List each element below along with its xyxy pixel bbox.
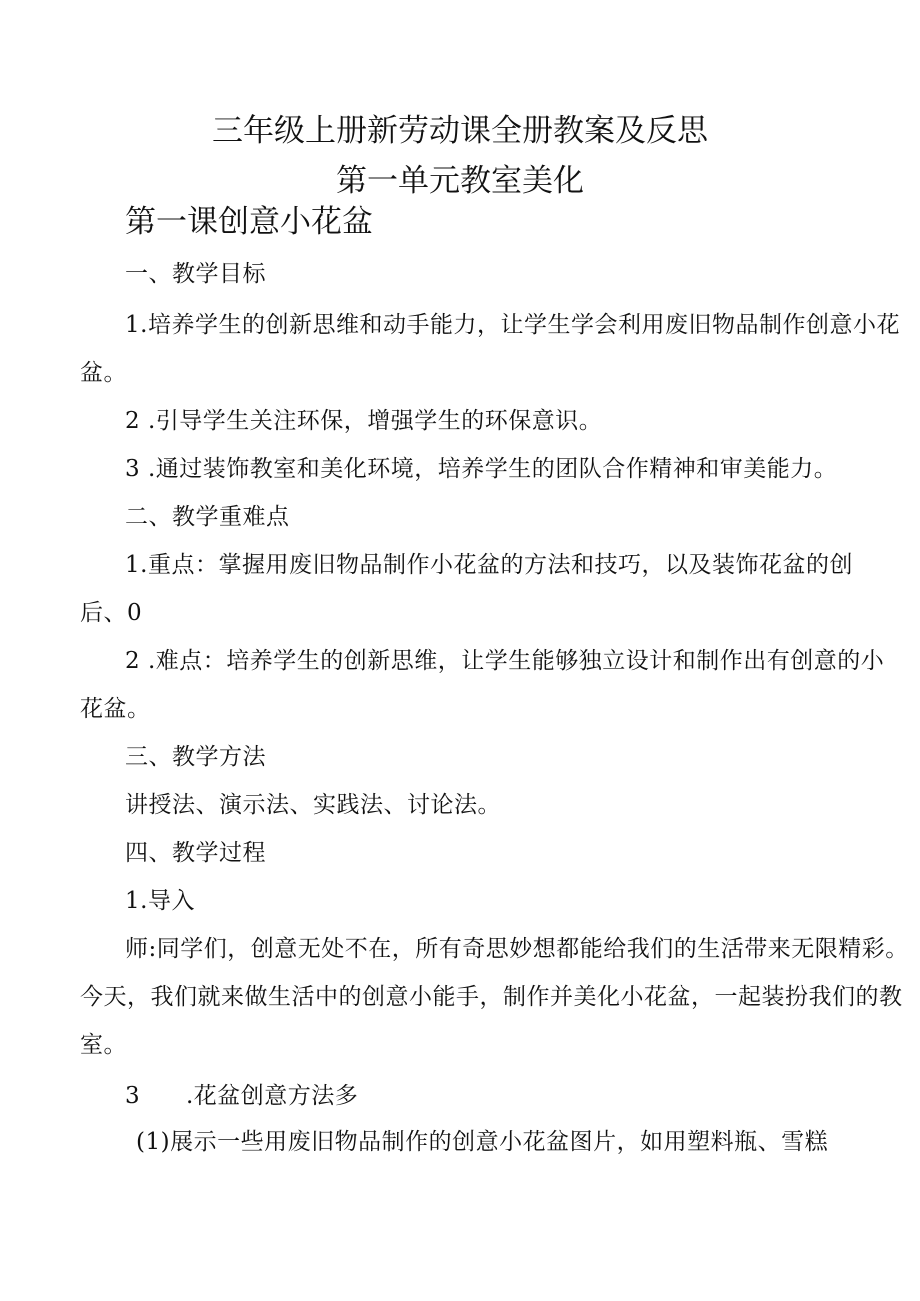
key-point-line-2: 后、0 <box>80 600 143 626</box>
objective-2: 2 .引导学生关注环保，增强学生的环保意识。 <box>125 408 603 434</box>
process-step-3-number: 3 <box>125 1083 141 1109</box>
section-heading-methods: 三、教学方法 <box>125 744 266 770</box>
section-heading-objectives: 一、教学目标 <box>125 261 266 287</box>
process-step-3-text: .花盆创意方法多 <box>186 1083 359 1109</box>
objective-1-line-1: 1.培养学生的创新思维和动手能力，让学生学会利用废旧物品制作创意小花 <box>125 312 900 338</box>
intro-line-1: 师:同学们，创意无处不在，所有奇思妙想都能给我们的生活带来无限精彩。 <box>125 936 909 962</box>
section-heading-key-points: 二、教学重难点 <box>125 504 290 530</box>
difficulty-line-1: 2 .难点：培养学生的创新思维，让学生能够独立设计和制作出有创意的小 <box>125 648 885 674</box>
step-3-item-1: (1)展示一些用废旧物品制作的创意小花盆图片，如用塑料瓶、雪糕 <box>136 1129 829 1155</box>
methods-text: 讲授法、演示法、实践法、讨论法。 <box>125 792 501 818</box>
process-step-1: 1.导入 <box>125 888 195 914</box>
key-point-line-1: 1.重点：掌握用废旧物品制作小花盆的方法和技巧，以及装饰花盆的创 <box>125 552 853 578</box>
objective-3: 3 .通过装饰教室和美化环境，培养学生的团队合作精神和审美能力。 <box>125 456 838 482</box>
unit-title: 第一单元教室美化 <box>336 163 584 199</box>
difficulty-line-2: 花盆。 <box>80 696 151 722</box>
intro-line-2: 今天，我们就来做生活中的创意小能手，制作并美化小花盆，一起装扮我们的教 <box>80 984 903 1010</box>
lesson-title: 第一课创意小花盆 <box>125 204 373 240</box>
section-heading-process: 四、教学过程 <box>125 840 266 866</box>
objective-1-line-2: 盆。 <box>80 360 127 386</box>
document-title: 三年级上册新劳动课全册教案及反思 <box>212 113 708 149</box>
intro-line-3: 室。 <box>80 1032 127 1058</box>
